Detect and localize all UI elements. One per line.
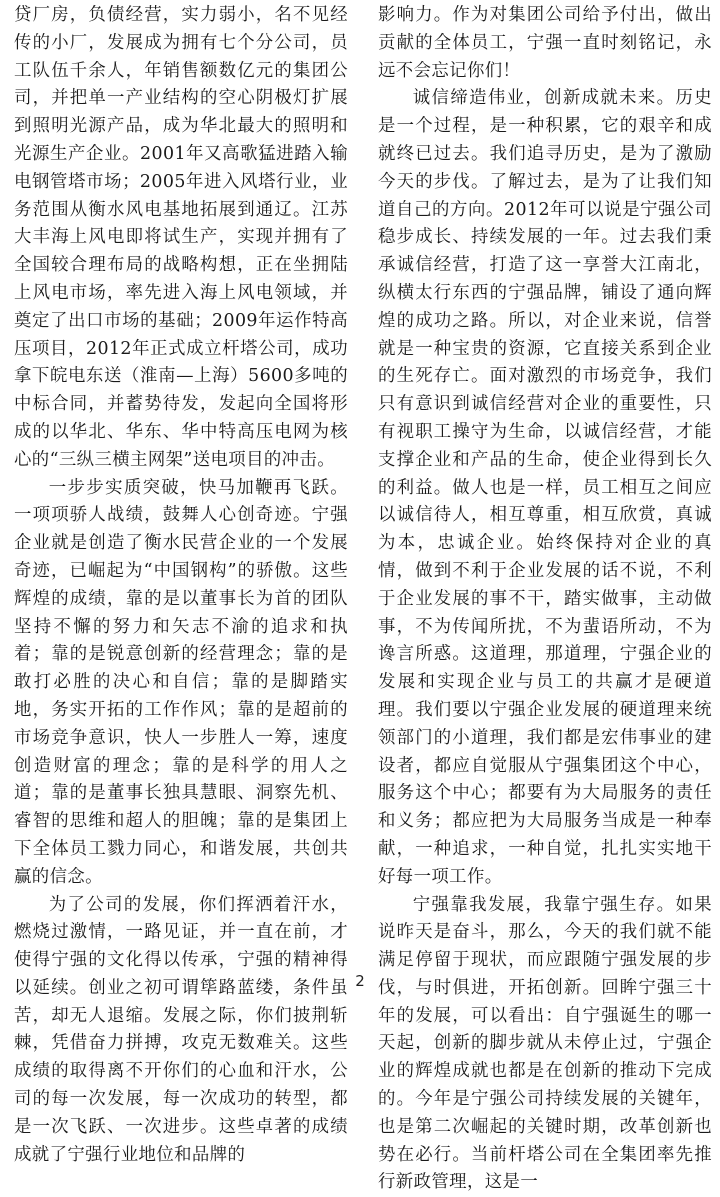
paragraph: 宁强靠我发展，我靠宁强生存。如果说昨天是奋斗，那么，今天的我们就不能满足停留于现状，而应跟随宁强发展的步伐，与时俱进，开拓创新。回眸宁强三十年的发展，可以看出：自宁强诞生的哪一天起，创新的脚步就从未停止过，宁强企业的辉煌成就也都是在创新的推动下完成的。今年是宁强公司持续发展的关键年，也是第二次崛起的关键时期，改革创新也势在必行。当前杆塔公司在全集团率先推行新政管理，这是一 bbox=[378, 892, 712, 1197]
paragraph: 影响力。作为对集团公司给予付出，做出贡献的全体员工，宁强一直时刻铭记，永远不会忘记你们！ bbox=[378, 2, 712, 85]
paragraph: 一步步实质突破，快马加鞭再飞跃。一项项骄人战绩，鼓舞人心创奇迹。宁强企业就是创造了衡水民营企业的一个发展奇迹，已崛起为“中国钢构”的骄傲。这些辉煌的成绩，靠的是以董事长为首的团队坚持不懈的努力和矢志不渝的追求和执着；靠的是锐意创新的经营理念；靠的是敢打必胜的决心和自信；靠的是脚踏实地，务实开拓的工作作风；靠的是超前的市场竞争意识，快人一步胜人一筹，速度创造财富的理念；靠的是科学的用人之道；靠的是董事长独具慧眼、洞察先机、睿智的思维和超人的胆魄；靠的是集团上下全体员工戮力同心，和谐发展，共创共赢的信念。 bbox=[14, 475, 348, 892]
right-column bbox=[378, 2, 712, 964]
left-column bbox=[14, 2, 348, 964]
paragraph: 诚信缔造伟业，创新成就未来。历史是一个过程，是一种积累，它的艰辛和成就终已过去。我们追寻历史，是为了激励今天的步伐。了解过去，是为了让我们知道自己的方向。2012年可以说是宁强公司稳步成长、持续发展的一年。过去我们秉承诚信经营，打造了这一享誉大江南北，纵横太行东西的宁强品牌，铺设了通向辉煌的成功之路。所以，对企业来说，信誉就是一种宝贵的资源，它直接关系到企业的生死存亡。面对激烈的市场竞争，我们只有意识到诚信经营对企业的重要性，只有视职工操守为生命，以诚信经营，才能支撑企业和产品的生命，使企业得到长久的利益。做人也是一样，员工相互之间应以诚信待人，相互尊重，相互欣赏，真诚为本，忠诚企业。始终保持对企业的真情，做到不利于企业发展的话不说，不利于企业发展的事不干，踏实做事，主动做事，不为传闻所扰，不为蜚语所动，不为谗言所惑。这道理，那道理，宁强企业的发展和实现企业与员工的共赢才是硬道理。我们要以宁强企业发展的硬道理来统领部门的小道理，我们都是宏伟事业的建设者，都应自觉服从宁强集团这个中心，服务这个中心；都要有为大局服务的责任和义务；都应把为大局服务当成是一种奉献，一种追求，一种自觉，扎扎实实地干好每一项工作。 bbox=[378, 85, 712, 891]
paragraph: 为了公司的发展，你们挥洒着汗水，燃烧过激情，一路见证，并一直在前，才使得宁强的文化得以传承，宁强的精神得以延续。创业之初可谓筚路蓝缕，条件虽苦，却无人退缩。发展之际，你们披荆斩棘，凭借奋力拼搏，攻克无数难关。这些成绩的取得离不开你们的心血和汗水，公司的每一次发展，每一次成功的转型，都是一次飞跃、一次进步。这些卓著的成绩成就了宁强行业地位和品牌的 bbox=[14, 892, 348, 1170]
document-page bbox=[14, 2, 712, 964]
paragraph: 贷厂房，负债经营，实力弱小，名不见经传的小厂，发展成为拥有七个分公司，员工队伍千余人，年销售额数亿元的集团公司，并把单一产业结构的空心阴极灯扩展到照明光源产品，成为华北最大的照明和光源生产企业。2001年又高歌猛进踏入输电钢管塔市场；2005年进入风塔行业，业务范围从衡水风电基地拓展到通辽。江苏大丰海上风电即将试生产，实现并拥有了全国较合理布局的战略构想，正在坐拥陆上风电市场，率先进入海上风电领域，并奠定了出口市场的基础；2009年运作特高压项目，2012年正式成立杆塔公司，成功拿下皖电东送（淮南—上海）5600多吨的中标合同，并蓄势待发，发起向全国将形成的以华北、华东、华中特高压电网为核心的“三纵三横主网架”送电项目的冲击。 bbox=[14, 2, 348, 475]
page-number: 2 bbox=[0, 972, 720, 990]
